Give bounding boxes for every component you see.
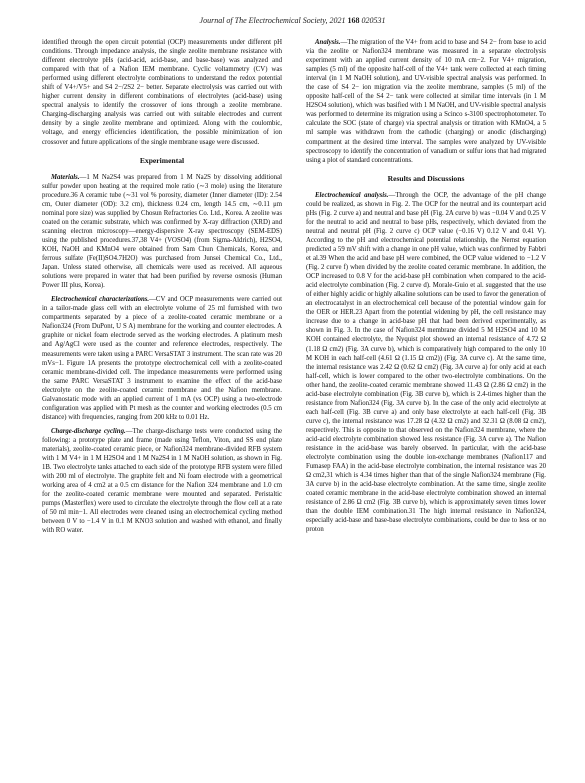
experimental-section-title: Experimental	[139, 155, 185, 165]
electrochemical-analysis-paragraph	[306, 191, 546, 535]
left-column	[42, 38, 282, 535]
analysis-paragraph	[306, 38, 546, 165]
charge-discharge-heading: Charge-discharge cycling.	[51, 427, 126, 435]
materials-heading: Materials.	[51, 173, 80, 181]
right-column	[306, 38, 546, 534]
electrochemical-analysis-heading: Electrochemical analysis.	[315, 191, 389, 199]
intro-paragraph: identified through the open circuit potential (OCP) measurements under different pH conditions. Through impedance analysis, the single zeolite membrane resistance with different electrolyte pHs (acid-acid, acid-base, and base-base) was analyzed and compared with that of a Nafion IEM membrane. Cyclic voltammetry (CV) was performed using different electrolyte combinations to understand the redox potential shift of V4+/V5+ and S4 2−/2S2 2− better. Separate electrolysis was carried out with higher current density in different combinations of electrolytes (acid-base) using spectral analysis to identify the crossover of ions through a zeolite membrane. Charging-discharging analysis was carried out with suitable electrodes and current density by a single zeolite membrane and optimized. Along with the coulombic, voltage, and energy efficiencies identification, the possible minimization of ion crossover and future applications of the single membrane usage were discussed.	[42, 39, 282, 146]
running-head: Journal of The Electrochemical Society, 2021 168 020531	[199, 16, 386, 25]
electrochem-heading: Electrochemical characterizations.	[51, 296, 150, 304]
results-section-title: Results and Discussions	[387, 173, 465, 183]
materials-paragraph	[42, 173, 282, 291]
materials-text: —1 M Na2S4 was prepared from 1 M Na2S by dissolving additional sulfur powder upon heating at the required mole ratio (∼3 mole) using the literature procedure.36 A ceramic tube (∼31 vol % porosity, diameter (Inner diameter (ID): 2.54 cm, Outer diameter (OD): 3.2 cm), thickness 0.24 cm, length 14.5 cm, ∼0.11 μm nominal pore size) was supplied by Chosun Refractories Co. Ltd., Korea. A zeolite was coated on the ceramic substrate, which was confirmed by X-ray diffraction (XRD) and scanning electron microscopy—energy-dispersive X-ray spectroscopy (SEM-EDS) using the published procedures.37,38 V4+ (VOSO4) (from Sigma-Aldrich), H2SO4, KOH, NaOH and KMnO4 were obtained from Sam Chun Chemicals, Korea, and ferrous sulfate (Fe(II)SO4.7H2O) was purchased from Junsei Chemical Co., Ltd., Japan. Unless stated otherwise, all chemicals were used as received. All aqueous solutions were prepared in water that had been purified by reverse osmosis (Human Power III plus, Korea).	[42, 173, 282, 290]
journal-volume: 168	[347, 16, 360, 25]
electrochemical-analysis-text: —Through the OCP, the advantage of the pH change could be realized, as shown in Fig. 2. The OCP for the neutral and its counterpart acid pHs (Fig. 2 curve a) and neutral and base pH (Fig. 2A curve b) was −0.04 V and 0.25 V for the neutral to acid and neutral to base pHs, respectively, which deviated from the neutral and neutral pH (Fig. 2 curve c) OCP value (−0.16 V) 0.12 V and 0.41 V). According to the pH and electrochemical potential relationship, the Nernst equation predicted a 59 mV shift with a change in one pH value, which was confirmed by Fabbri et al.39 When the acid and base pH were combined, the OCP value widened to −1.2 V (Fig. 2 curve f) when divided by the zeolite coated ceramic membrane. In addition, the OCP increased to 0.8 V for the acid-base pH combination when compared to the acid-acid electrolyte combination (Fig. 2 curve d). Morale-Guio et al. suggested that the use of either highly acidic or highly alkaline solutions can be used to favor the generation of an electrocatalyst in an electrochemical cell because of the potential window gain for the OER or HER.23 Apart from the potential widening by pH, the cell resistance may increase due to a change in acid-base pH that had been derived experimentally, as shown in Fig. 3. In the case of Nafion324 membrane divided 5 M H2SO4 and 10 M KOH contained electrolyte, the Nyquist plot showed an internal resistance of 4.72 Ω (1.18 Ω cm2) (Fig. 3A curve b), which is comparatively high compared to the only 10 M KOH in each half-cell (4.61 Ω (1.15 Ω cm2)) (Fig. 3A curve c). At the same time, the internal resistance was 2.42 Ω (0.62 Ω cm2) (Fig. 3A curve a) for only acid at each half-cell, which is lower compared to the other two-electrolyte combinations. On the other hand, the zeolite-coated ceramic membrane showed 11.43 Ω (2.86 Ω cm2) in the acid-base electrolyte combination (Fig. 3B curve b), which is 2.4-times higher than the resistance from Nafion324 (Fig. 3A curve b). In the case of the only acid electrolyte at each half-cell (Fig. 3B curve a) and only base electrolyte at each half-cell (Fig. 3B curve c), the internal resistance was 17.28 Ω (4.32 Ω cm2) and 32.31 Ω (8.08 Ω cm2), respectively. This is opposite to that observed on the Nafion324 membrane, where the acid-acid electrolyte combination showed less resistance (Fig. 3A curve a). The Nafion resistance in the acid-base was barely observed. In particular, with the acid-base electrolyte combination using the double ion-exchange membranes (Nafion117 and Fumasep FAA) in the acid-base electrolyte combination, the internal resistance was 20 Ω cm2,31 which is 4.34 times higher than that of the single Nafion324 membrane (Fig. 3A curve b) in the acid-base electrolyte combination. At the same time, single zeolite coated ceramic membrane in the acid-base electrolyte combination showed an internal resistance of 2.86 Ω cm2 (Fig. 3B curve b), which is approximately seven times lower than the double IEM combination.31 The high internal resistance in Nafion324, especially acid-base and base-base electrolyte combinations, could be due to less or no proton	[306, 191, 546, 534]
charge-discharge-text: —The charge-discharge tests were conducted using the following: a prototype plate and frame (made using Teflon, Viton, and SS end plate materials), zeolite-coated ceramic piece, or Nafion324 membrane-divided RFB system with 1 M V4+ in 1 M H2SO4 and 1 M Na2S4 in 1 M NaOH solution, as shown in Fig. 1B. Two electrolyte tanks attached to each side of the prototype RFB system were filled with 200 ml of electrolyte. The graphite felt and Ni foam electrode with a geometrical working area of 4 cm2 at a 0.5 cm distance for the Nafion 324 membrane and 1.0 cm for the zeolite-coated ceramic membrane were mounted and separated. Peristaltic pumps (Masterflex) were used to circulate the electrolyte through the flow cell at a rate of 50 ml min−1. All electrodes were cleaned using an electrochemical cycling method between 0 V to −1.4 V in 0.1 M KNO3 solution and washed with ethanol, and finally with RO water.	[42, 427, 282, 535]
electrochem-text: —CV and OCP measurements were carried out in a tailor-made glass cell with an electrolyte volume of 25 ml furnished with two compartments separated by a piece of a zeolite-coated ceramic membrane or a Nafion324 (From DuPont, U S A) membrane for the working and counter electrodes. A graphite or nickel foam electrode served as the working electrodes. A platinum mesh and Ag/AgCl were used as the counter and reference electrodes, respectively. The measurements were taken using a PARC VersaSTAT 3 instrument. The scan rate was 20 mVs−1. Figure 1A presents the prototype electrochemical cell with a zeolite-coated ceramic membrane-divided cell. The impedance measurements were performed using the same PARC VersaSTAT 3 instrument to examine the effect of the acid-base electrolyte on the zeolite-coated ceramic membrane and the Nafion membrane. Galvanostatic mode with an applied current of 1 mA (vs OCP) using a two-electrode configuration was applied with Pt mesh as the counter and working electrodes (0.5 cm distance) with frequencies, ranging from 200 kHz to 0.01 Hz.	[42, 296, 282, 421]
journal-name: Journal of The Electrochemical Society	[199, 16, 326, 25]
journal-year: 2021	[329, 16, 346, 25]
electrochem-paragraph	[42, 295, 282, 422]
article-number: 020531	[361, 16, 386, 25]
charge-discharge-paragraph	[42, 427, 282, 536]
analysis-text: —The migration of the V4+ from acid to base and S4 2− from base to acid via the zeolite or Nafion324 membrane was measured in a separate electrolysis experiment with an applied current density of 10 mA cm−2. For V4+ migration, samples (5 ml) of the opposite half-cell of the V4+ tank were collected at each timing interval (in 1 M NaOH solution), and UV-visible spectral analysis was performed. In the case of S4 2− ion migration via the zeolite membrane, samples (5 ml) of the opposite half-cell of the S4 2− tank were collected at similar time intervals (in 1 M H2SO4 solution), which was basified with 1 M NaOH, and UV-visible spectral analysis was performed to determine its migration using a Scinco s-3100 spectrophotometer. To calculate the SOC (state of charge) via spectral analysis or titration with KMnO4, a 5 ml sample was withdrawn from the cathodic (charging) or anodic (discharging) compartment at the desired time interval. The samples were analyzed by UV-visible spectroscopy to identify the concentration of vanadium or sulfur ions that had migrated using a plot of standard concentrations.	[306, 39, 546, 164]
analysis-heading: Analysis.	[315, 39, 341, 46]
